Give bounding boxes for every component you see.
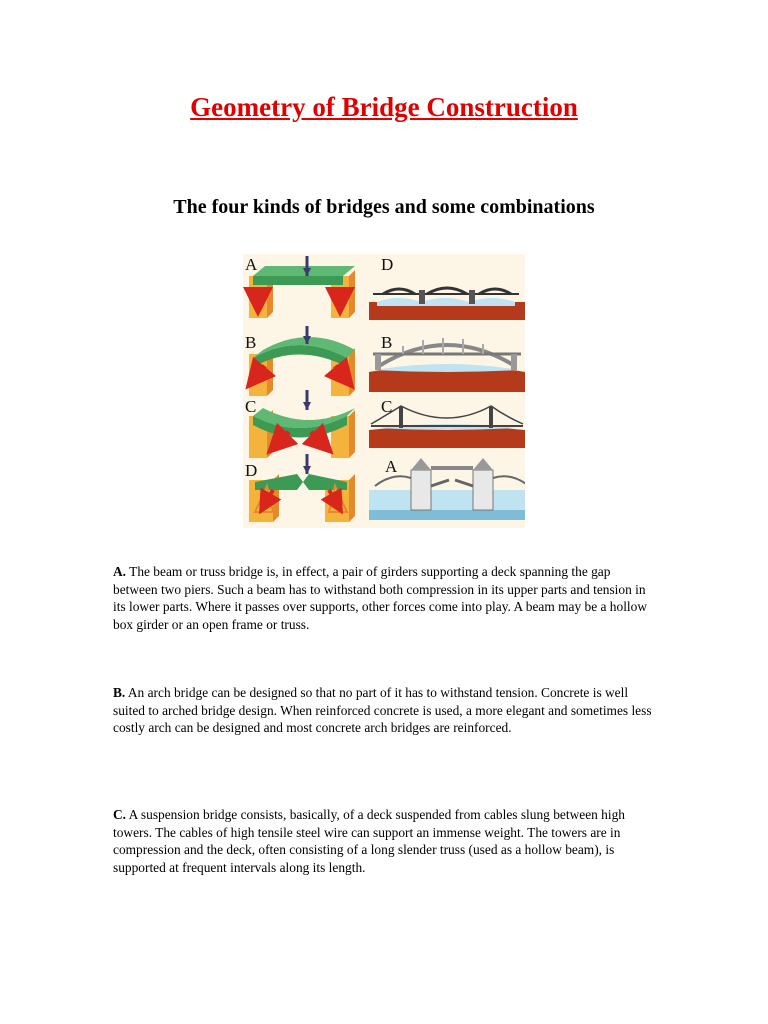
paragraph-arch-bridge — [113, 684, 653, 737]
paragraph-letter: B. — [113, 685, 126, 700]
right-label-b: B — [381, 333, 393, 352]
suspension-force-diagram — [249, 390, 355, 458]
paragraph-text: The beam or truss bridge is, in effect, a pair of girders supporting a deck spanning the gap between two piers. Such a beam has to withstand both compression in its upper parts and tension in its lower parts. Where it passes over supports, other forces come into play. A beam may be a hollow box girder or an open frame or truss. — [113, 564, 648, 632]
left-label-c: C — [245, 397, 257, 416]
paragraph-letter: C. — [113, 807, 127, 822]
paragraph-beam-bridge — [113, 563, 653, 633]
paragraph-text: A suspension bridge consists, basically, of a deck suspended from cables slung between high towers. The cables of high tensile steel wire can support an immense weight. The towers are in compression and the deck, often consisting of a long slender truss (used as a hollow beam), is supported at frequent intervals along its length. — [113, 807, 625, 875]
bridge-types-illustration — [243, 254, 525, 528]
paragraph-text: An arch bridge can be designed so that no part of it has to withstand tension. Concrete is well suited to arched bridge design. When reinforced concrete is used, a more elegant and sometimes less costly arch can be designed and most concrete arch bridges are reinforced. — [113, 685, 652, 736]
combination-force-diagram — [249, 454, 355, 522]
page-title: Geometry of Bridge Construction — [190, 92, 578, 122]
paragraph-suspension-bridge — [113, 806, 653, 876]
right-label-a: A — [385, 457, 398, 476]
suspension-bridge-drawing — [369, 406, 525, 448]
cantilever-bridge-drawing — [369, 288, 525, 320]
paragraph-letter: A. — [113, 564, 127, 579]
right-label-d: D — [381, 255, 394, 274]
arch-bridge-drawing — [369, 338, 525, 392]
left-label-a: A — [245, 255, 258, 274]
left-label-d: D — [245, 461, 258, 480]
right-label-c: C — [381, 397, 393, 416]
page-subtitle: The four kinds of bridges and some combinations — [173, 196, 595, 218]
left-label-b: B — [245, 333, 257, 352]
beam-force-diagram — [249, 256, 355, 318]
arch-force-diagram — [249, 326, 355, 396]
bridge-types-figure — [243, 254, 525, 528]
